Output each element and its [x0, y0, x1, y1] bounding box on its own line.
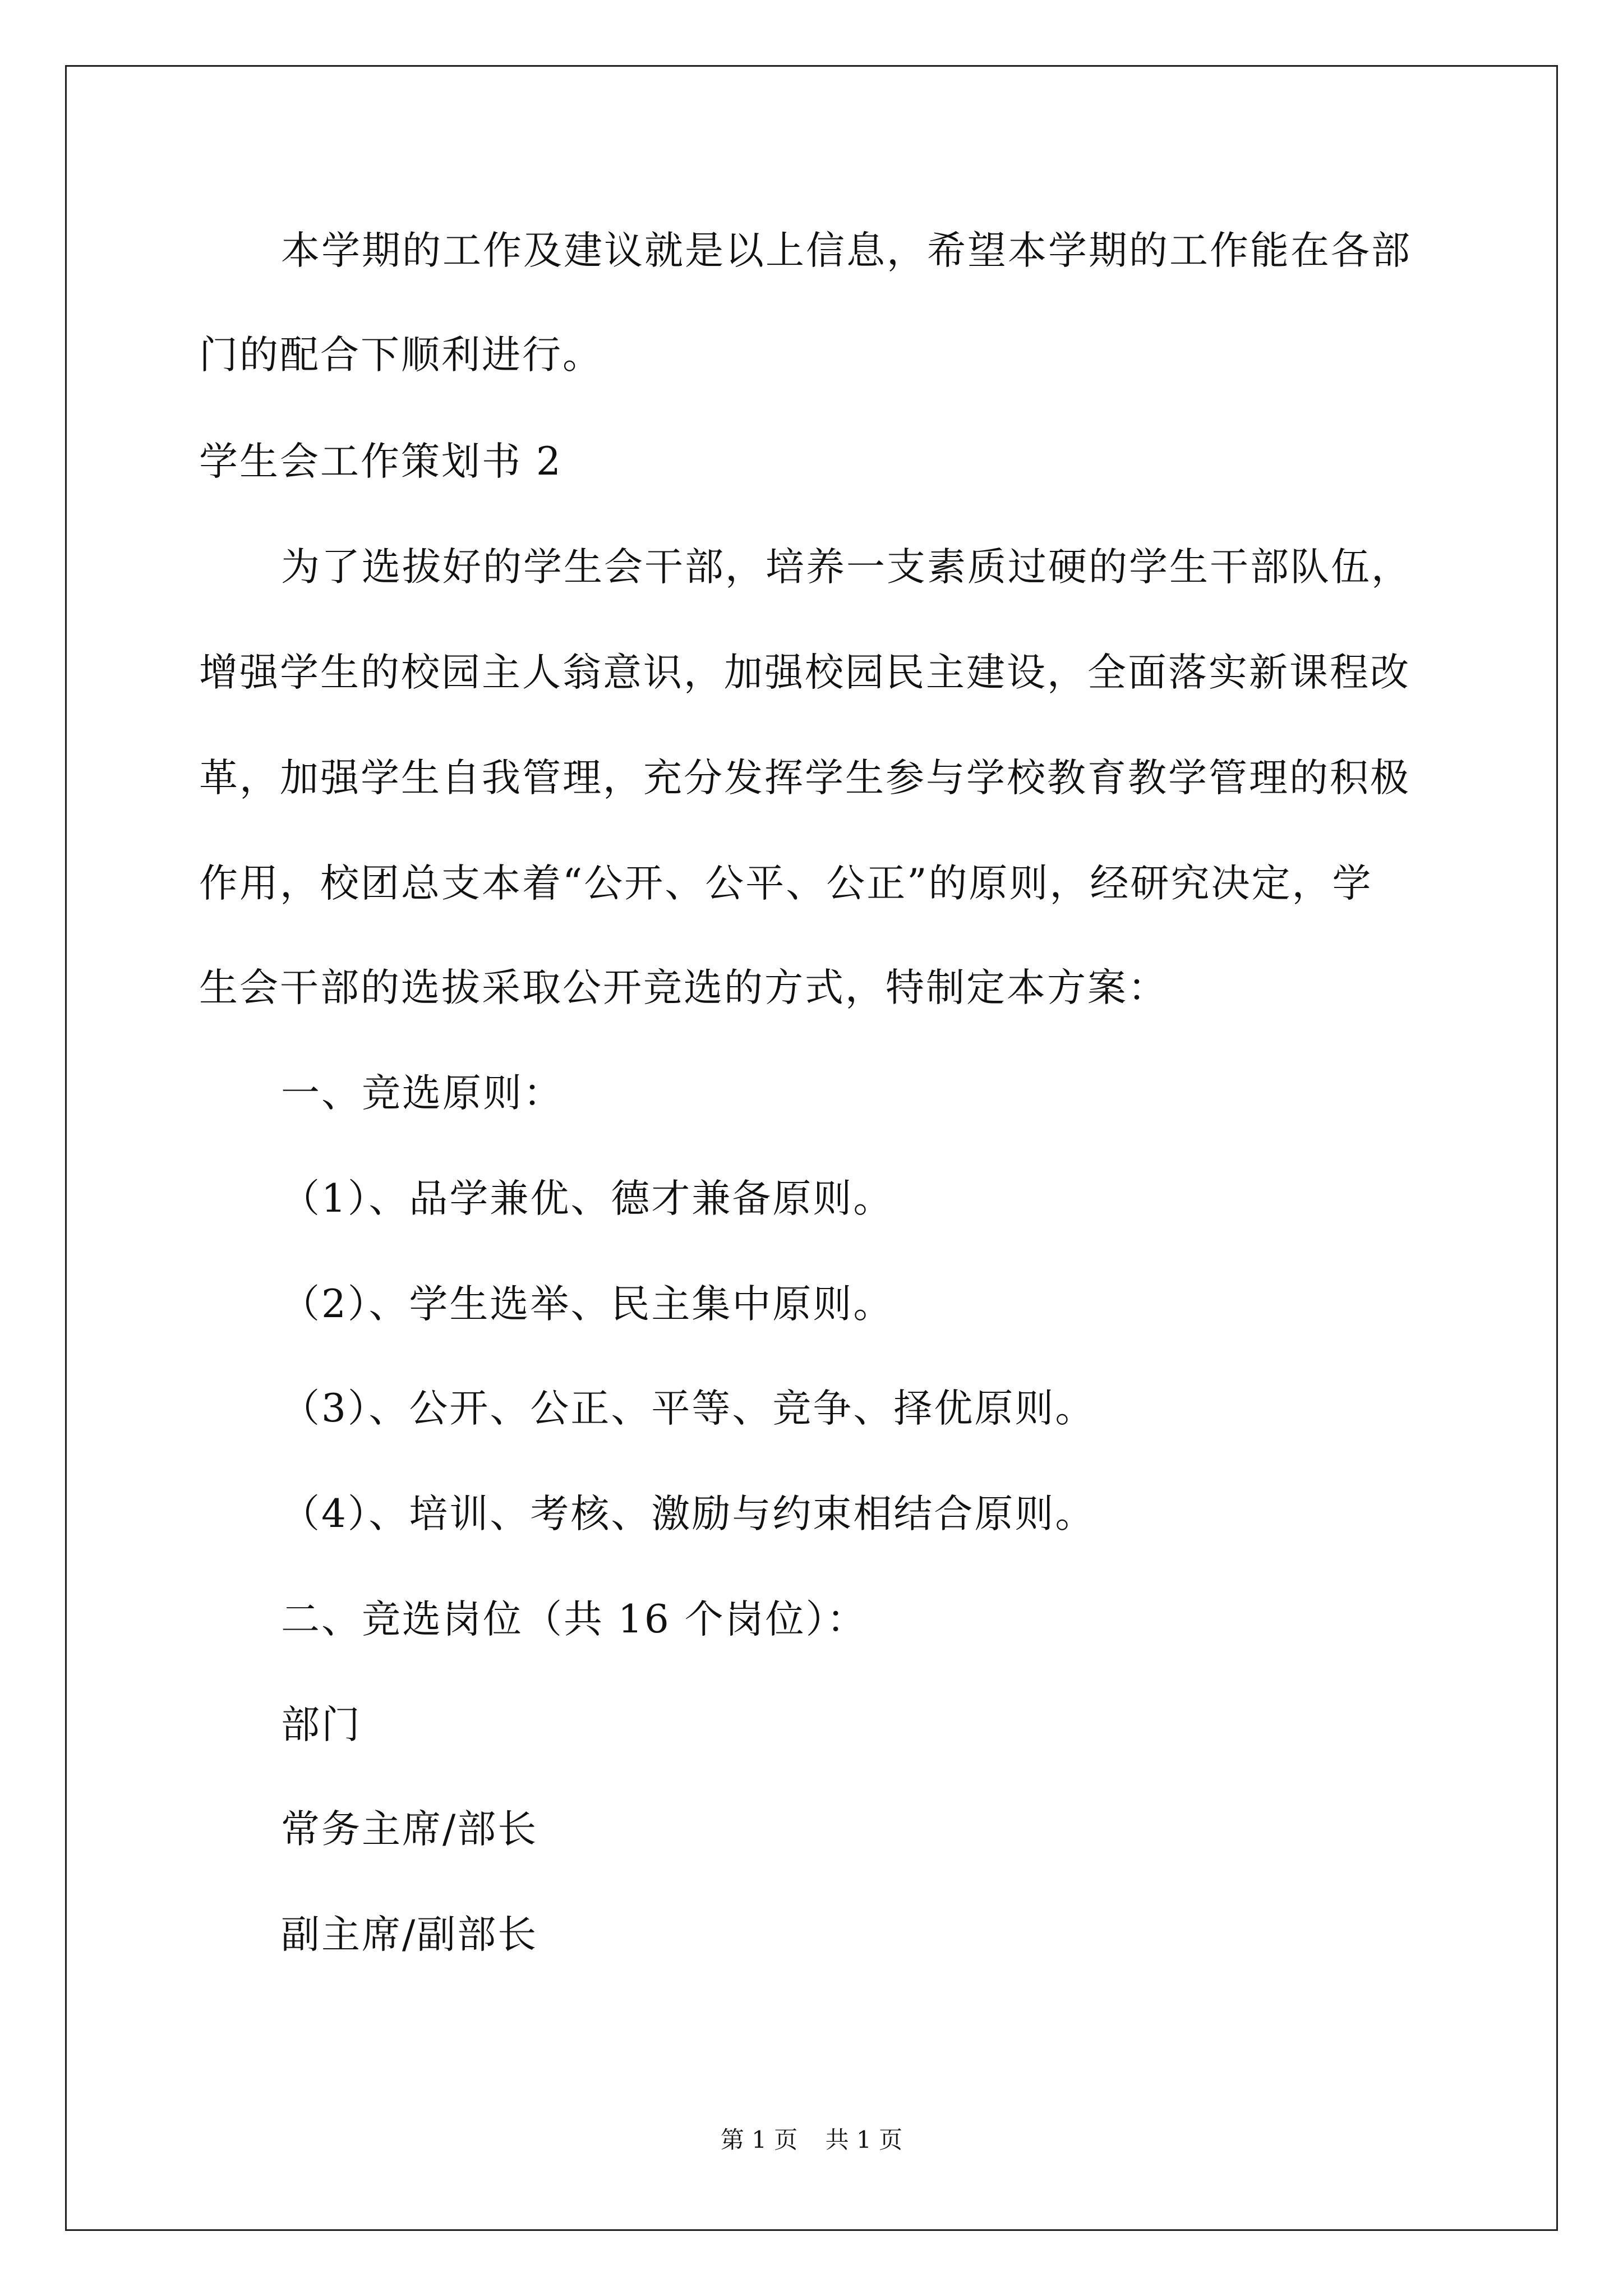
paragraph-1-line-1: 本学期的工作及建议就是以上信息，希望本学期的工作能在各部: [281, 228, 1412, 273]
paragraph-2-line-4: 作用，校团总支本着“公开、公平、公正”的原则，经研究决定，学: [199, 861, 1373, 906]
principle-item-1: （1）、品学兼优、德才兼备原则。: [281, 1176, 894, 1221]
table-label-vice-chair: 副主席/副部长: [281, 1912, 538, 1957]
section-title: 学生会工作策划书 2: [199, 439, 562, 484]
page-number-total: 共 1 页: [825, 2126, 903, 2154]
paragraph-2-line-2: 增强学生的校园主人翁意识，加强校园民主建设，全面落实新课程改: [199, 650, 1410, 695]
positions-heading: 二、竞选岗位（共 16 个岗位）：: [281, 1597, 868, 1642]
paragraph-2-line-1: 为了选拔好的学生会干部，培养一支素质过硬的学生干部队伍，: [281, 545, 1412, 590]
paragraph-2-line-5: 生会干部的选拔采取公开竞选的方式，特制定本方案：: [199, 965, 1168, 1010]
principle-item-4: （4）、培训、考核、激励与约束相结合原则。: [281, 1492, 1096, 1536]
table-label-department: 部门: [281, 1703, 362, 1747]
principle-item-2: （2）、学生选举、民主集中原则。: [281, 1282, 894, 1327]
page-number-current: 第 1 页: [720, 2126, 798, 2154]
paragraph-1-line-2: 门的配合下顺利进行。: [199, 333, 603, 378]
page-footer: [0, 2123, 1623, 2157]
principles-heading: 一、竞选原则：: [281, 1071, 564, 1116]
paragraph-2-line-3: 革，加强学生自我管理，充分发挥学生参与学校教育教学管理的积极: [199, 756, 1410, 800]
principle-item-3: （3）、公开、公正、平等、竞争、择优原则。: [281, 1386, 1096, 1431]
table-label-chair: 常务主席/部长: [281, 1807, 538, 1852]
page-border: [65, 65, 1558, 2231]
